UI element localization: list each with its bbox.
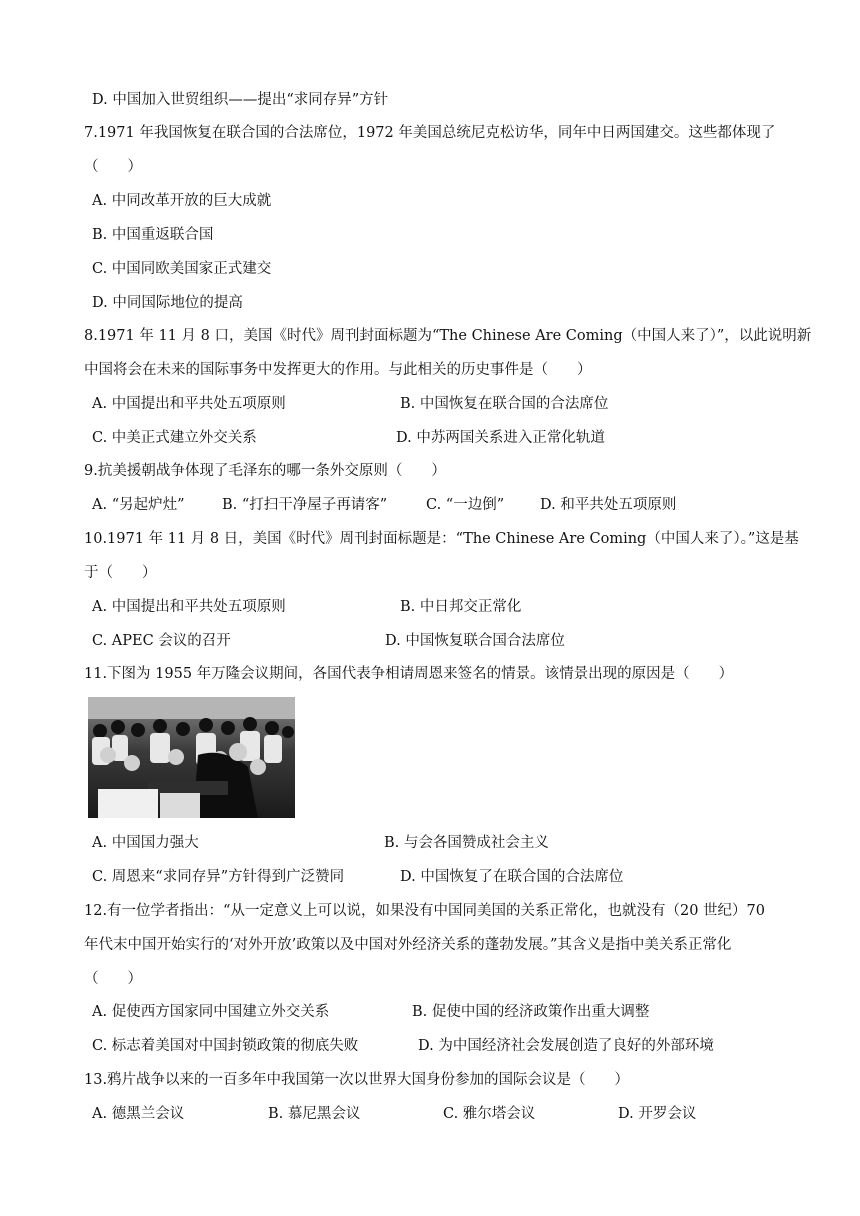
option-c[interactable]: C. APEC 会议的召开 [92, 633, 231, 649]
question-stem: 8.1971 年 11 月 8 口，美国《时代》周刊封面标题为“The Chinese Are Coming（中国人来了）”，以此说明新 [84, 328, 812, 344]
question-stem: 7.1971 年我国恢复在联合国的合法席位，1972 年美国总统尼克松访华，同年中日两国建交。这些都体现了 [84, 125, 776, 141]
option-c[interactable]: C. 周恩来“求同存异”方针得到广泛赞同 [92, 869, 345, 885]
option-b[interactable]: B. “打扫干净屋子再请客” [222, 497, 388, 513]
option-b[interactable]: B. 中国恢复在联合国的合法席位 [400, 396, 609, 412]
option-b[interactable]: B. 中日邦交正常化 [400, 599, 522, 615]
option-a[interactable]: A. 中国提出和平共处五项原则 [92, 599, 286, 615]
option-d[interactable]: D. 为中国经济社会发展创造了良好的外部环境 [418, 1038, 714, 1054]
option-a[interactable]: A. 促使西方国家同中国建立外交关系 [92, 1004, 330, 1020]
option-d[interactable]: D. 和平共处五项原则 [540, 497, 677, 513]
question-stem: （ ） [84, 971, 142, 987]
option-b[interactable]: B. 与会各国赞成社会主义 [384, 835, 549, 851]
bandung-conference-photo [88, 697, 295, 818]
option-c[interactable]: C. 中国同欧美国家正式建交 [92, 261, 272, 277]
question-stem: 12.有一位学者指出：“从一定意义上可以说，如果没有中国同美国的关系正常化，也就没有（20 世纪）70 [84, 903, 765, 919]
question-stem: 年代末中国开始实行的‘对外开放’政策以及中国对外经济关系的蓬勃发展。”其含义是指中美关系正常化 [84, 937, 732, 953]
question-stem: 13.鸦片战争以来的一百多年中我国第一次以世界大国身份参加的国际会议是（ ） [84, 1072, 630, 1088]
option-b[interactable]: B. 中国重返联合国 [92, 227, 214, 243]
option-d[interactable]: D. 中国恢复了在联合国的合法席位 [400, 869, 624, 885]
option-d[interactable]: D. 中苏两国关系进入正常化轨道 [396, 430, 605, 446]
question-stem: 9.抗美援朝战争体现了毛泽东的哪一条外交原则（ ） [84, 463, 446, 479]
option-a[interactable]: A. 中国提出和平共处五项原则 [92, 396, 286, 412]
option-b[interactable]: B. 慕尼黑会议 [268, 1106, 361, 1122]
option-d[interactable]: D. 中同国际地位的提高 [92, 295, 243, 311]
option-d[interactable]: D. 开罗会议 [618, 1106, 697, 1122]
option-d[interactable]: D. 中国恢复联合国合法席位 [385, 633, 565, 649]
question-stem: （ ） [84, 159, 142, 175]
prev-option-d: D. 中国加入世贸组织——提出“求同存异”方针 [92, 92, 389, 108]
option-a[interactable]: A. “另起炉灶” [92, 497, 185, 513]
option-b[interactable]: B. 促使中国的经济政策作出重大调整 [412, 1004, 650, 1020]
option-a[interactable]: A. 中同改革开放的巨大成就 [92, 193, 272, 209]
question-stem: 10.1971 年 11 月 8 日，美国《时代》周刊封面标题是：“The Chinese Are Coming（中国人来了）。”这是基 [84, 531, 799, 547]
option-c[interactable]: C. 雅尔塔会议 [443, 1106, 536, 1122]
option-c[interactable]: C. “一边倒” [426, 497, 505, 513]
option-c[interactable]: C. 中美正式建立外交关系 [92, 430, 257, 446]
option-a[interactable]: A. 德黑兰会议 [92, 1106, 185, 1122]
question-stem: 11.下图为 1955 年万隆会议期间，各国代表争相请周恩来签名的情景。该情景出现的原因是（ ） [84, 666, 734, 682]
option-a[interactable]: A. 中国国力强大 [92, 835, 199, 851]
option-c[interactable]: C. 标志着美国对中国封锁政策的彻底失败 [92, 1038, 359, 1054]
question-stem: 中国将会在未来的国际事务中发挥更大的作用。与此相关的历史事件是（ ） [84, 362, 592, 378]
question-stem: 于（ ） [84, 565, 157, 581]
